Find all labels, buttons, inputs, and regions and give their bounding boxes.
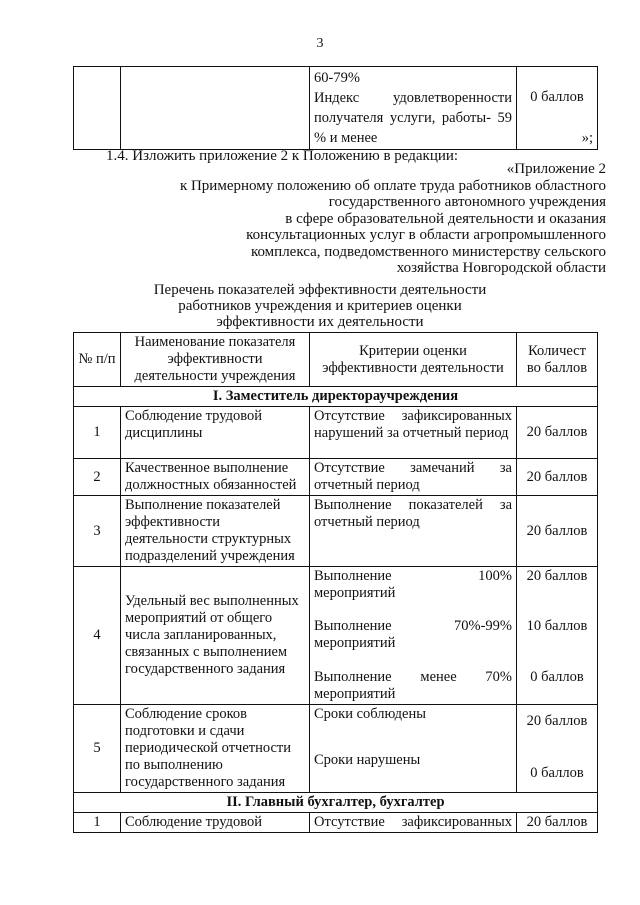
criteria-line: 60-79% (314, 70, 360, 86)
annex-line: комплекса, подведомственного министерству сельского (250, 243, 606, 260)
closing-quote: »; (581, 130, 593, 146)
empty-cell (74, 67, 121, 150)
row-indicator: Выполнение показателей эффективности деятельности структурных подразделений учреждения (121, 496, 310, 567)
section-row (74, 793, 598, 813)
annex-line: «Приложение 2 (506, 161, 606, 177)
row-number: 3 (74, 496, 121, 567)
row-indicator: Удельный вес выполненных мероприятий от общего числа запланированных, связанных с выполнением государственного задания (121, 567, 310, 705)
criteria-option: Сроки нарушены (314, 752, 421, 768)
row-number: 1 (74, 407, 121, 459)
empty-cell (121, 67, 310, 150)
table-row (74, 567, 598, 705)
points-option: 10 баллов (526, 618, 588, 634)
section-title: II. Главный бухгалтер, бухгалтер (74, 793, 598, 813)
row-points (517, 567, 598, 705)
row-points: 20 баллов (517, 496, 598, 567)
page-number: 3 (316, 36, 324, 51)
annex-line: хозяйства Новгородской области (396, 260, 606, 276)
header-name: Наименование показателя эффективности деятельности учреждения (121, 333, 310, 387)
row-criteria: Отсутствие зафиксированных (310, 813, 517, 833)
header-num: № п/п (74, 333, 121, 387)
criteria-option: Сроки соблюдены (314, 706, 426, 722)
amendment-paragraph: 1.4. Изложить приложение 2 к Положению в редакции: (106, 148, 459, 164)
points-cell (517, 67, 598, 150)
row-points (517, 705, 598, 793)
row-indicator: Качественное выполнение должностных обязанностей (121, 459, 310, 496)
row-points: 20 баллов (517, 407, 598, 459)
points-option: 20 баллов (526, 568, 588, 584)
row-indicator: Соблюдение трудовой (121, 813, 310, 833)
row-criteria: Отсутствие замечаний за отчетный период (310, 459, 517, 496)
annex-line: государственного автономного учреждения (328, 194, 606, 210)
row-criteria (310, 705, 517, 793)
row-points: 20 баллов (517, 813, 598, 833)
row-number: 2 (74, 459, 121, 496)
header-criteria: Критерии оценки эффективности деятельности (310, 333, 517, 387)
title-line: работников учреждения и критериев оценки (178, 298, 462, 314)
table-row (74, 496, 598, 567)
points-option: 0 баллов (530, 669, 584, 685)
row-indicator: Соблюдение трудовой дисциплины (121, 407, 310, 459)
table-header-row (74, 333, 598, 387)
section-title: I. Заместитель директораучреждения (74, 387, 598, 407)
table-row (74, 813, 598, 833)
criteria-cell (310, 67, 517, 150)
indicators-table (73, 332, 598, 833)
header-points: Количест во баллов (517, 333, 598, 387)
title-line: эффективности их деятельности (216, 314, 424, 330)
row-criteria (310, 567, 517, 705)
row-indicator: Соблюдение сроков подготовки и сдачи периодической отчетности по выполнению государственного задания (121, 705, 310, 793)
annex-line: консультационных услуг в области агропромышленного (246, 227, 606, 243)
table-row (74, 407, 598, 459)
row-number: 1 (74, 813, 121, 833)
continuation-table (73, 66, 598, 150)
criteria-option: Выполнение 100% мероприятий (314, 568, 512, 601)
table-row (74, 705, 598, 793)
section-row (74, 387, 598, 407)
row-number: 4 (74, 567, 121, 705)
row-criteria: Отсутствие зафиксированных нарушений за отчетный период (310, 407, 517, 459)
criteria-option: Выполнение 70%-99% мероприятий (314, 618, 512, 651)
points-option: 20 баллов (526, 713, 588, 729)
annex-line: к Примерному положению об оплате труда работников областного (179, 177, 606, 194)
annex-header (86, 161, 606, 277)
row-number: 5 (74, 705, 121, 793)
row-criteria: Выполнение показателей за отчетный период (310, 496, 517, 567)
row-points: 20 баллов (517, 459, 598, 496)
document-title (0, 282, 640, 330)
points-option: 0 баллов (530, 765, 584, 781)
criteria-line: Индекс удовлетворенности получателя услуги, работы- 59 % и менее (314, 90, 512, 146)
title-line: Перечень показателей эффективности деятельности (153, 282, 487, 298)
criteria-option: Выполнение менее 70% мероприятий (314, 669, 512, 702)
points-value: 0 баллов (530, 89, 584, 105)
annex-line: в сфере образовательной деятельности и оказания (285, 210, 606, 227)
table-row (74, 459, 598, 496)
